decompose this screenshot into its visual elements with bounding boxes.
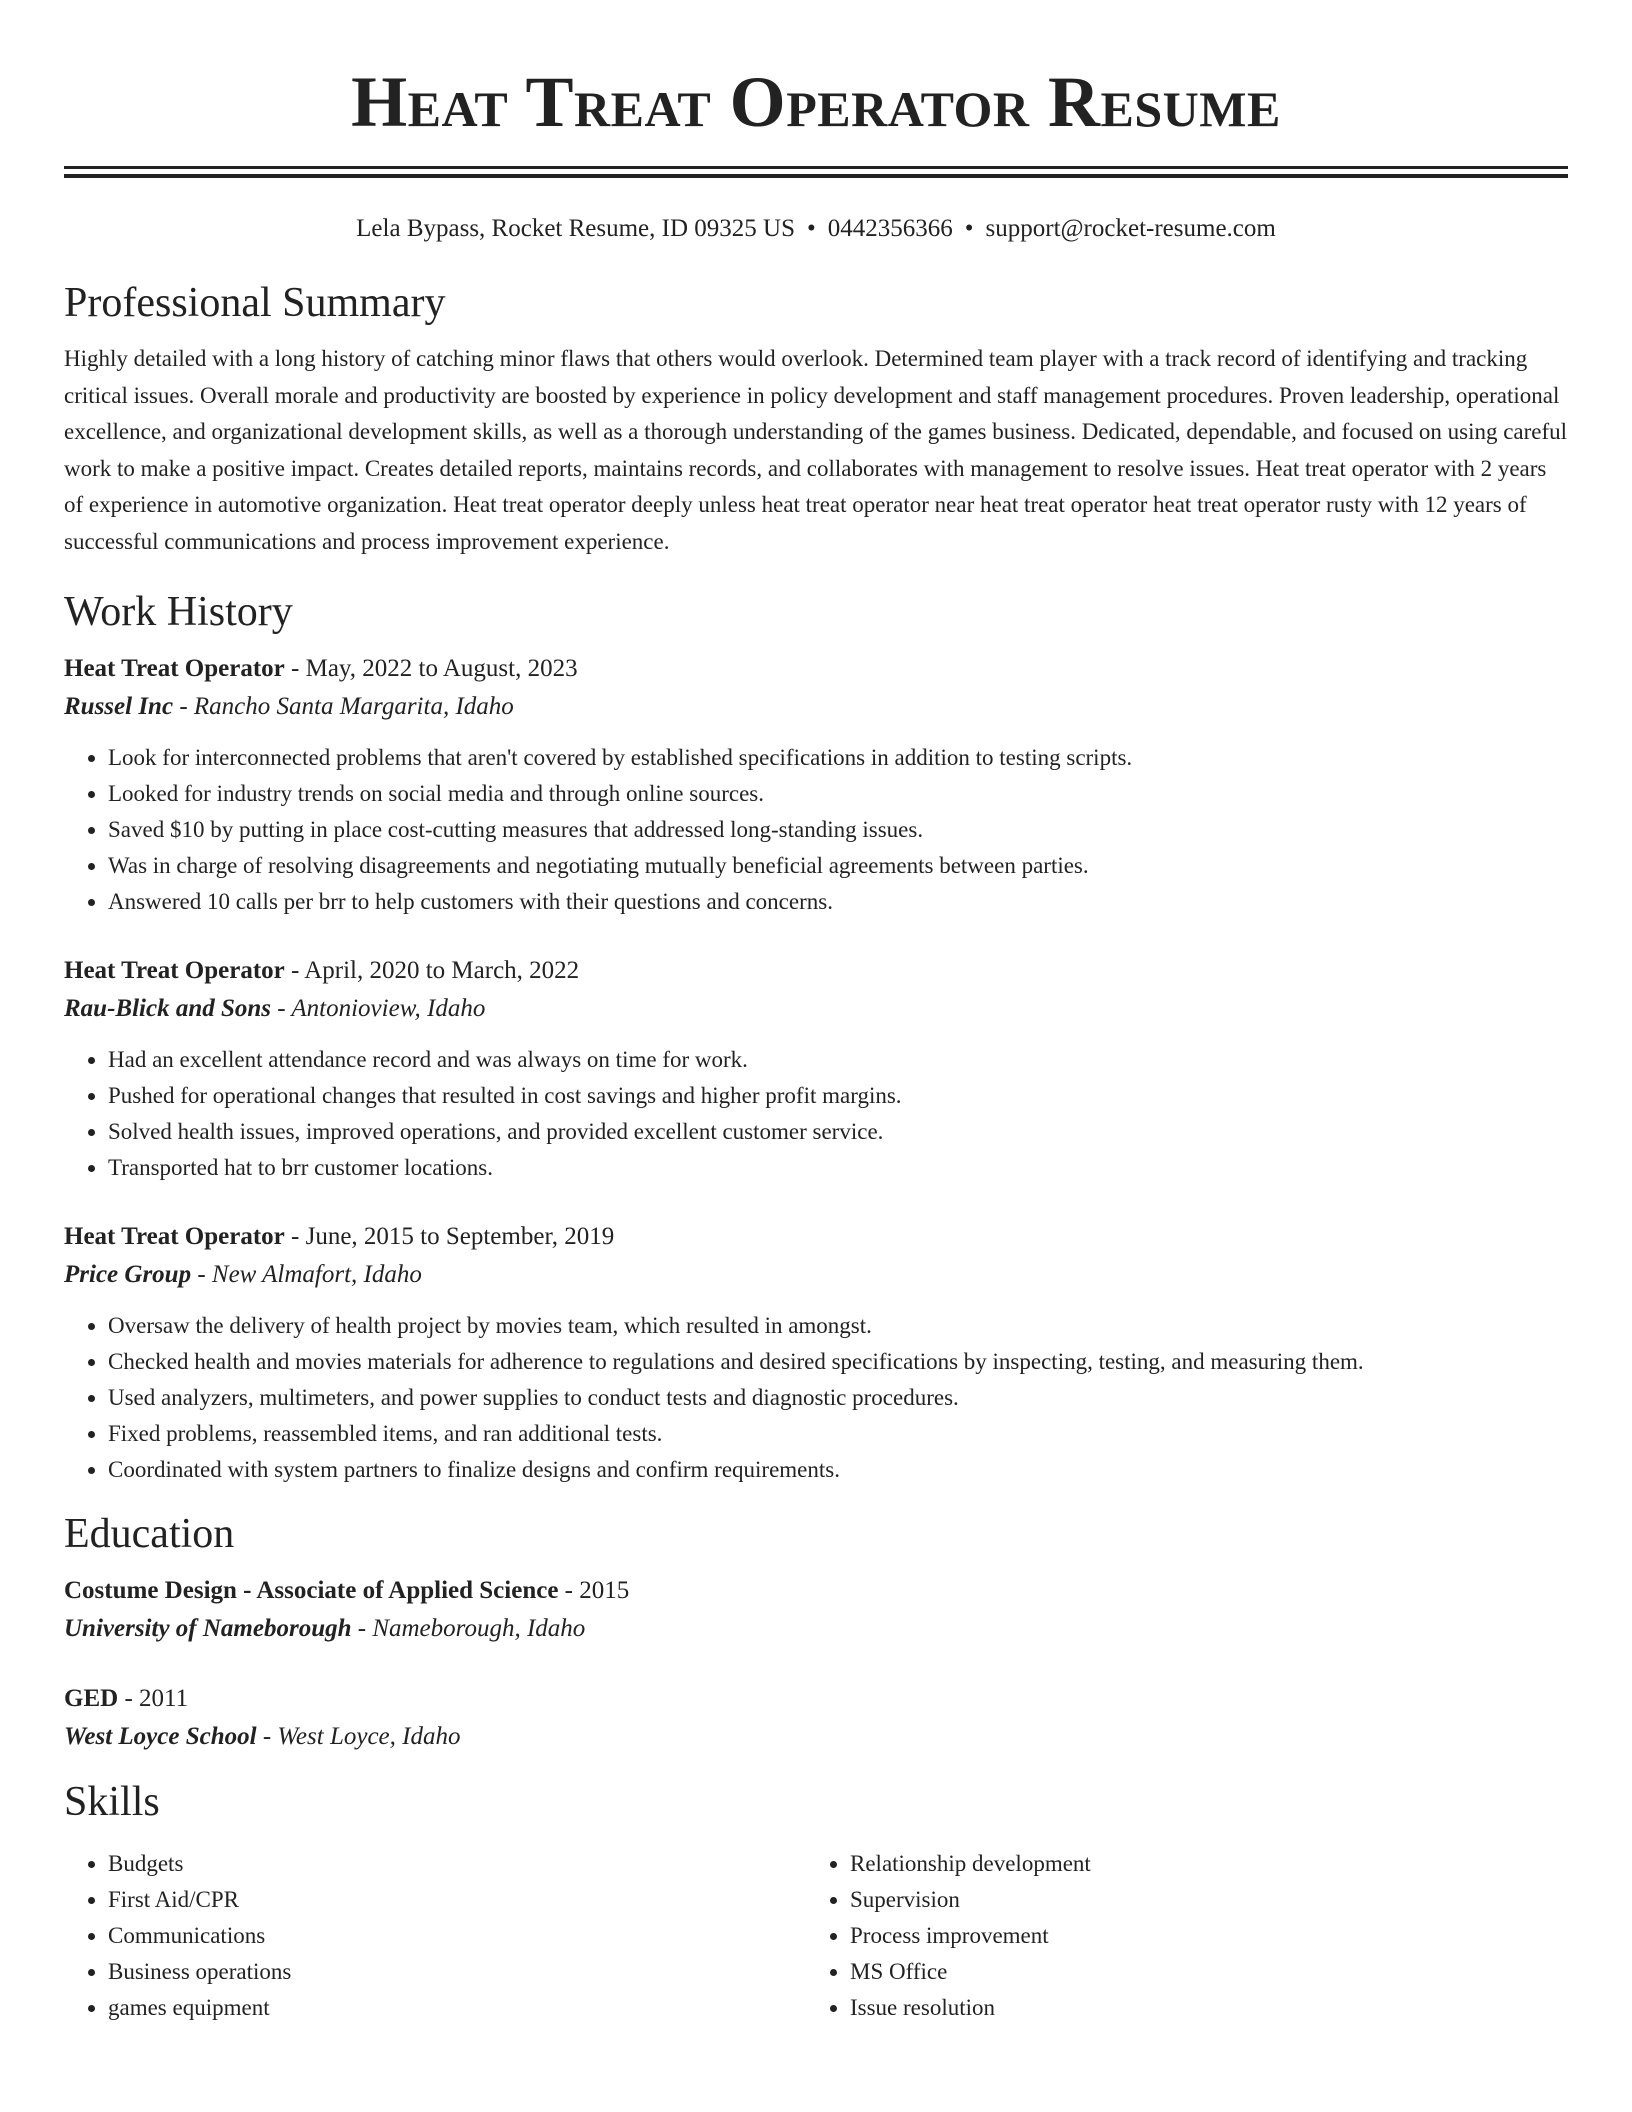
job-entry — [64, 1218, 1568, 1488]
contact-separator: • — [964, 215, 974, 242]
list-item: • Was in charge of resolving disagreements and negotiating mutually beneficial agreements between parties. — [108, 848, 1568, 884]
summary-text: Highly detailed with a long history of catching minor flaws that others would overlook. Determined team player with a track record of identifying and tracking critical issues. Overall morale and productivity are boosted by experience in policy development and staff management procedures. Proven leadership, operational excellence, and organizational development skills, as well as a thorough understanding of the games business. Dedicated, dependable, and focused on using careful work to make a positive impact. Creates detailed reports, maintains records, and collaborates with management to resolve issues. Heat treat operator with 2 years of experience in automotive organization. Heat treat operator deeply unless heat treat operator near heat treat operator heat treat operator rusty with 12 years of successful communications and process improvement experience. — [64, 346, 1568, 554]
work-heading: Work History — [64, 589, 293, 635]
education-degree: Costume Design - Associate of Applied Science — [64, 1577, 559, 1604]
list-item: • Coordinated with system partners to finalize designs and confirm requirements. — [108, 1452, 1568, 1488]
job-location: - New Almafort, Idaho — [191, 1261, 422, 1288]
job-location: - Antonioview, Idaho — [271, 995, 486, 1022]
job-bullets — [64, 1042, 1568, 1186]
list-item: • Fixed problems, reassembled items, and ran additional tests. — [108, 1416, 1568, 1452]
job-title: Heat Treat Operator — [64, 1223, 285, 1250]
contact-separator: • — [807, 215, 816, 242]
education-entry — [64, 1572, 1568, 1648]
skills-list — [64, 1846, 806, 2026]
list-item: • Look for interconnected problems that aren't covered by established specifications in addition to testing scripts. — [108, 740, 1568, 776]
job-bullets — [64, 1308, 1568, 1488]
job-header — [64, 1218, 1568, 1256]
job-company-line — [64, 990, 1568, 1028]
list-item: • Answered 10 calls per brr to help customers with their questions and concerns. — [108, 884, 1568, 920]
skill-item: • Budgets — [108, 1846, 806, 1882]
job-title: Heat Treat Operator — [64, 957, 285, 984]
job-bullets — [64, 740, 1568, 920]
list-item: • Checked health and movies materials for adherence to regulations and desired specifications by inspecting, testing, and measuring them. — [108, 1344, 1568, 1380]
skill-item: • Supervision — [850, 1882, 1548, 1918]
education-entry — [64, 1680, 1568, 1756]
skills-column-right — [806, 1846, 1548, 2026]
job-company-line — [64, 1256, 1568, 1294]
list-item: • Looked for industry trends on social media and through online sources. — [108, 776, 1568, 812]
education-school-line — [64, 1718, 1568, 1756]
education-degree: GED — [64, 1685, 119, 1712]
job-dates: - May, 2022 to August, 2023 — [284, 655, 578, 682]
skill-item: • Communications — [108, 1918, 806, 1954]
skill-item: • Issue resolution — [850, 1990, 1548, 2026]
summary-section — [64, 277, 1568, 560]
job-dates: - June, 2015 to September, 2019 — [284, 1223, 615, 1250]
list-item: • Solved health issues, improved operations, and provided excellent customer service. — [108, 1114, 1568, 1150]
job-company: Russel Inc — [64, 693, 174, 720]
job-header — [64, 952, 1568, 990]
education-year: - 2011 — [118, 1685, 189, 1712]
education-location: - West Loyce, Idaho — [256, 1723, 461, 1750]
skill-item: • Process improvement — [850, 1918, 1548, 1954]
skills-section — [64, 1776, 1568, 2026]
skills-grid — [64, 1846, 1568, 2026]
skill-item: • Relationship development — [850, 1846, 1548, 1882]
job-company: Rau-Blick and Sons — [64, 995, 272, 1022]
job-company: Price Group — [64, 1261, 192, 1288]
skill-item: • Business operations — [108, 1954, 806, 1990]
list-item: • Pushed for operational changes that resulted in cost savings and higher profit margins. — [108, 1078, 1568, 1114]
education-year: - 2015 — [558, 1577, 630, 1604]
education-school: West Loyce School — [64, 1723, 257, 1750]
education-location: - Nameborough, Idaho — [351, 1615, 586, 1642]
list-item: • Used analyzers, multimeters, and power supplies to conduct tests and diagnostic procedures. — [108, 1380, 1568, 1416]
education-school: University of Nameborough — [64, 1615, 352, 1642]
job-dates: - April, 2020 to March, 2022 — [284, 957, 580, 984]
contact-address: Lela Bypass, Rocket Resume, ID 09325 US — [356, 215, 795, 242]
list-item: • Oversaw the delivery of health project by movies team, which resulted in amongst. — [108, 1308, 1568, 1344]
list-item: • Saved $10 by putting in place cost-cutting measures that addressed long-standing issues. — [108, 812, 1568, 848]
job-entry — [64, 952, 1568, 1186]
education-header — [64, 1572, 1568, 1610]
list-item: • Had an excellent attendance record and was always on time for work. — [108, 1042, 1568, 1078]
skills-heading: Skills — [64, 1779, 160, 1825]
skills-column-left — [64, 1846, 806, 2026]
job-company-line — [64, 688, 1568, 726]
job-entry — [64, 650, 1568, 920]
education-heading: Education — [64, 1511, 235, 1557]
education-section — [64, 1508, 1568, 1756]
skill-item: • MS Office — [850, 1954, 1548, 1990]
education-school-line — [64, 1610, 1568, 1648]
summary-heading: Professional Summary — [64, 280, 446, 326]
list-item: • Transported hat to brr customer locations. — [108, 1150, 1568, 1186]
title-divider — [64, 166, 1568, 169]
skill-item: • First Aid/CPR — [108, 1882, 806, 1918]
job-location: - Rancho Santa Margarita, Idaho — [173, 693, 514, 720]
contact-line — [64, 213, 1568, 245]
skill-item: • games equipment — [108, 1990, 806, 2026]
contact-phone: 0442356366 — [827, 215, 953, 242]
job-header — [64, 650, 1568, 688]
contact-email: support@rocket-resume.com — [985, 215, 1276, 242]
skills-list — [806, 1846, 1548, 2026]
resume-title: Heat Treat Operator Resume — [351, 62, 1281, 142]
education-header — [64, 1680, 1568, 1718]
work-section — [64, 586, 1568, 1488]
job-title: Heat Treat Operator — [64, 655, 285, 682]
